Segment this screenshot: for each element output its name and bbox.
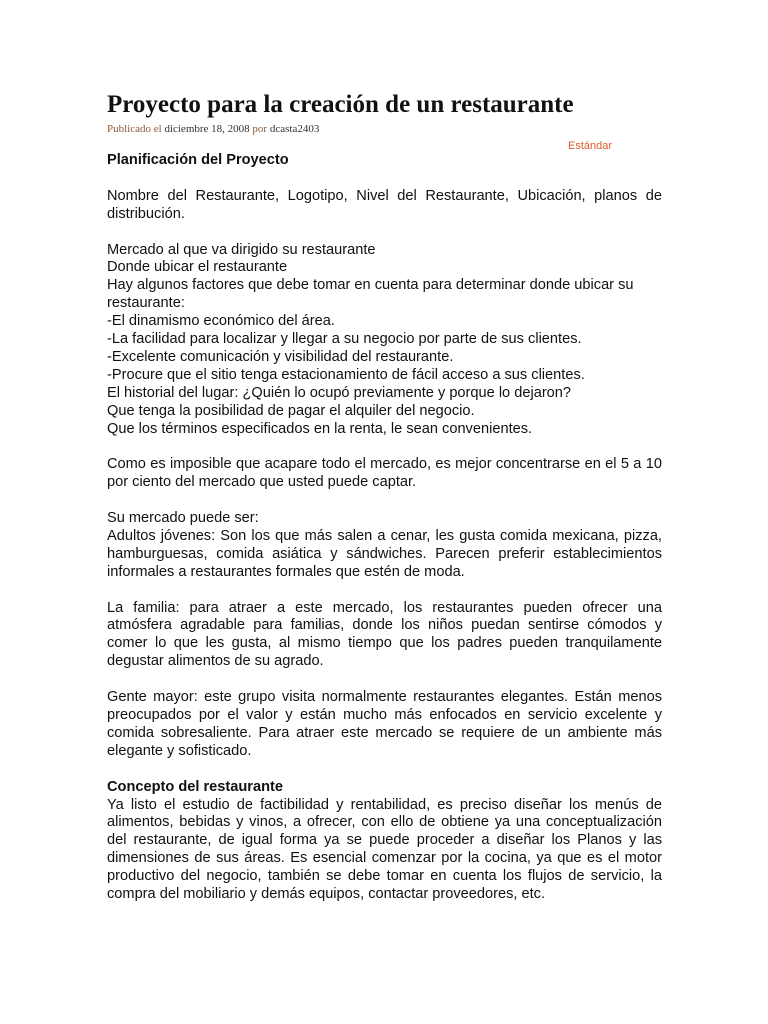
market-line: Donde ubicar el restaurante: [107, 259, 288, 276]
published-label: Publicado el: [107, 123, 162, 135]
by-label: por: [252, 123, 268, 135]
publish-date: diciembre 18, 2008: [164, 123, 250, 135]
section-heading-planning: Planificación del Proyecto: [107, 152, 289, 168]
market-block: [107, 242, 662, 439]
paragraph-family: La familia: para atraer a este mercado, los restaurantes pueden ofrecer una atmósfera agradable para familias, donde los niños puedan sentirse cómodos y comer lo que les gusta, al mismo tiempo que los padres pueden tranquilamente degustar alimentos de su agrado.: [107, 599, 662, 670]
market-line: Hay algunos factores que debe tomar en cuenta para determinar donde ubicar su restaurante:: [107, 277, 634, 312]
category-label: Estándar: [568, 140, 613, 152]
market-line: -La facilidad para localizar y llegar a su negocio por parte de sus clientes.: [107, 331, 582, 348]
paragraph-elder: Gente mayor: este grupo visita normalmente restaurantes elegantes. Están menos preocupados por el valor y están mucho más enfocados en servicio excelente y comida sobresaliente. Para atraer este mercado se requiere de un ambiente más elegante y sofisticado.: [107, 689, 662, 759]
paragraph-names: Nombre del Restaurante, Logotipo, Nivel del Restaurante, Ubicación, planos de distribución.: [107, 187, 662, 222]
market-line: -El dinamismo económico del área.: [107, 313, 335, 330]
article-meta: [107, 122, 319, 136]
section-heading-concept: Concepto del restaurante: [107, 778, 283, 795]
market-line: -Excelente comunicación y visibilidad del restaurante.: [107, 348, 454, 365]
article-body: [107, 152, 662, 904]
paragraph-concept: Ya listo el estudio de factibilidad y rentabilidad, es preciso diseñar los menús de alimentos, bebidas y vinos, a ofrecer, con ello de obtiene ya una conceptualización del restaurante, de igual forma ya se puede proceder a diseñar los Planos y las dimensiones de sus áreas. Es esencial comenzar por la cocina, ya que es el motor productivo del negocio, también se debe tomar en cuenta los flujos de servicio, la compra del mobiliario y demás equipos, contactar proveedores, etc.: [107, 796, 662, 903]
article-title: Proyecto para la creación de un restaurante: [107, 91, 574, 118]
author-name: dcasta2403: [269, 123, 320, 135]
market-line: Mercado al que va dirigido su restaurante: [107, 241, 376, 258]
market-line: -Procure que el sitio tenga estacionamiento de fácil acceso a sus clientes.: [107, 366, 585, 383]
market-line: Que los términos especificados en la renta, le sean convenientes.: [107, 420, 533, 437]
paragraph-young-adults: Adultos jóvenes: Son los que más salen a cenar, les gusta comida mexicana, pizza, hamburguesas, comida asiática y sándwiches. Parecen preferir establecimientos informales a restaurantes formales que estén de moda.: [107, 527, 662, 580]
paragraph-market-share: Como es imposible que acapare todo el mercado, es mejor concentrarse en el 5 a 10 por ciento del mercado que usted puede captar.: [107, 456, 662, 491]
paragraph-segments-intro: Su mercado puede ser:: [107, 510, 259, 527]
market-line: Que tenga la posibilidad de pagar el alquiler del negocio.: [107, 402, 475, 419]
market-line: El historial del lugar: ¿Quién lo ocupó previamente y porque lo dejaron?: [107, 384, 572, 401]
